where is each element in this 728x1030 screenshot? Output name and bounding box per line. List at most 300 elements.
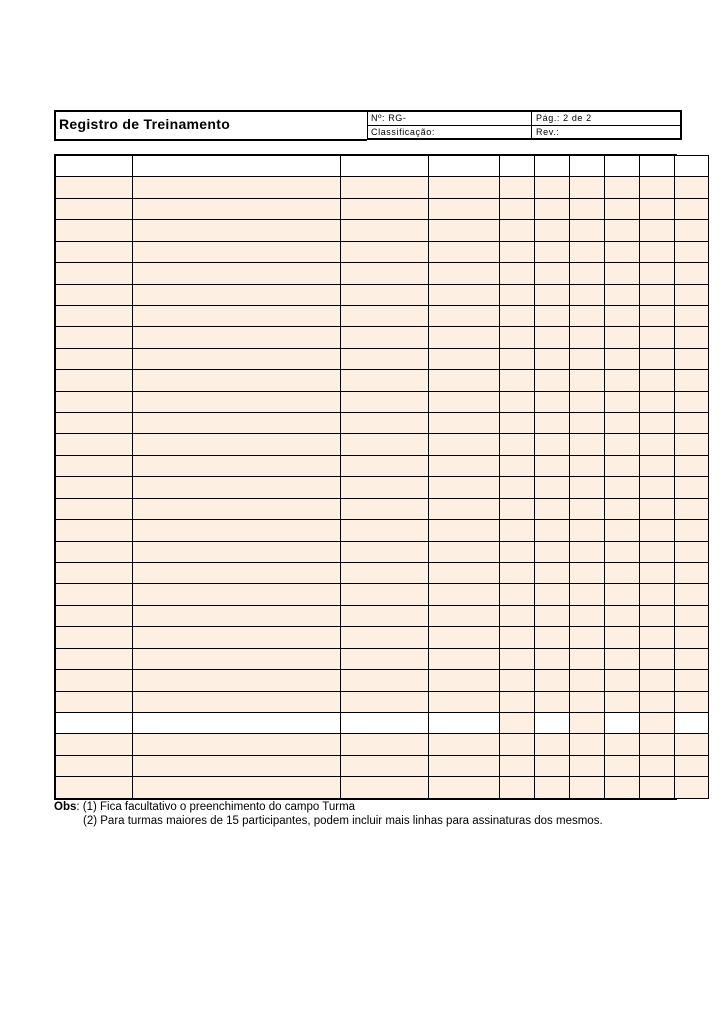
table-cell xyxy=(605,563,640,584)
table-row xyxy=(56,755,709,776)
table-cell xyxy=(133,755,341,776)
table-cell xyxy=(56,541,133,562)
table-cell xyxy=(56,691,133,712)
table-row xyxy=(56,284,709,305)
table-cell xyxy=(56,241,133,262)
table-cell xyxy=(535,263,570,284)
table-cell xyxy=(675,712,709,733)
table-cell xyxy=(56,498,133,519)
table-cell xyxy=(429,670,500,691)
table-cell xyxy=(133,327,341,348)
table-cell xyxy=(640,241,675,262)
table-row xyxy=(56,348,709,369)
table-row xyxy=(56,605,709,626)
table-cell xyxy=(341,241,429,262)
table-cell xyxy=(56,605,133,626)
table-cell xyxy=(500,391,535,412)
table-cell xyxy=(570,370,605,391)
table-cell xyxy=(429,520,500,541)
table-cell xyxy=(675,498,709,519)
table-cell xyxy=(675,434,709,455)
table-cell xyxy=(429,563,500,584)
table-cell xyxy=(500,777,535,799)
table-cell xyxy=(605,670,640,691)
document-number-label: Nº: RG- xyxy=(371,113,407,123)
table-cell xyxy=(500,348,535,369)
table-row xyxy=(56,777,709,799)
header-bottom-rule xyxy=(54,139,367,141)
table-cell xyxy=(535,327,570,348)
table-cell xyxy=(429,263,500,284)
table-cell xyxy=(341,413,429,434)
table-cell xyxy=(56,777,133,799)
table-cell xyxy=(500,691,535,712)
table-cell xyxy=(429,712,500,733)
table-cell xyxy=(429,648,500,669)
table-cell xyxy=(605,584,640,605)
table-cell xyxy=(570,755,605,776)
table-cell xyxy=(570,305,605,326)
table-cell xyxy=(133,156,341,177)
table-cell xyxy=(133,498,341,519)
header-info-divider-h xyxy=(367,125,682,126)
revision-label: Rev.: xyxy=(536,127,560,137)
table-cell xyxy=(570,156,605,177)
table-cell xyxy=(500,241,535,262)
table-cell xyxy=(56,563,133,584)
table-cell xyxy=(500,498,535,519)
table-cell xyxy=(535,627,570,648)
table-cell xyxy=(605,156,640,177)
table-cell xyxy=(341,477,429,498)
table-cell xyxy=(133,541,341,562)
table-cell xyxy=(605,434,640,455)
table-cell xyxy=(133,284,341,305)
table-cell xyxy=(605,305,640,326)
table-cell xyxy=(605,498,640,519)
table-cell xyxy=(341,712,429,733)
table-cell xyxy=(429,177,500,198)
table-cell xyxy=(500,220,535,241)
table-cell xyxy=(675,263,709,284)
table-cell xyxy=(56,413,133,434)
table-cell xyxy=(675,648,709,669)
table-cell xyxy=(640,305,675,326)
table-cell xyxy=(341,691,429,712)
table-cell xyxy=(535,391,570,412)
table-cell xyxy=(570,584,605,605)
table-cell xyxy=(535,434,570,455)
table-cell xyxy=(133,391,341,412)
table-cell xyxy=(570,177,605,198)
table-cell xyxy=(56,263,133,284)
table-cell xyxy=(605,241,640,262)
table-cell xyxy=(133,670,341,691)
table-cell xyxy=(133,605,341,626)
table-row xyxy=(56,691,709,712)
observations xyxy=(54,800,603,828)
table-cell xyxy=(133,777,341,799)
table-cell xyxy=(429,777,500,799)
table-cell xyxy=(500,520,535,541)
table-cell xyxy=(500,734,535,755)
table-cell xyxy=(605,263,640,284)
table-cell xyxy=(570,648,605,669)
table-row xyxy=(56,241,709,262)
table-cell xyxy=(570,220,605,241)
table-row xyxy=(56,455,709,476)
table-cell xyxy=(133,305,341,326)
table-cell xyxy=(500,305,535,326)
table-cell xyxy=(570,541,605,562)
table-cell xyxy=(640,391,675,412)
table-row xyxy=(56,370,709,391)
table-cell xyxy=(675,156,709,177)
table-cell xyxy=(341,327,429,348)
table-cell xyxy=(341,498,429,519)
table-row xyxy=(56,648,709,669)
table-cell xyxy=(570,198,605,219)
table-cell xyxy=(675,177,709,198)
table-row xyxy=(56,477,709,498)
table-cell xyxy=(133,263,341,284)
table-cell xyxy=(605,284,640,305)
table-cell xyxy=(133,691,341,712)
table-cell xyxy=(605,413,640,434)
table-cell xyxy=(605,455,640,476)
table-row xyxy=(56,305,709,326)
table-cell xyxy=(341,520,429,541)
table-cell xyxy=(133,177,341,198)
table-cell xyxy=(133,648,341,669)
table-cell xyxy=(133,220,341,241)
table-cell xyxy=(535,670,570,691)
table-cell xyxy=(56,477,133,498)
table-cell xyxy=(500,156,535,177)
table-cell xyxy=(675,305,709,326)
table-cell xyxy=(133,584,341,605)
table-cell xyxy=(500,670,535,691)
table-cell xyxy=(429,241,500,262)
table-cell xyxy=(341,305,429,326)
table-row xyxy=(56,734,709,755)
table-cell xyxy=(500,755,535,776)
table-cell xyxy=(56,284,133,305)
table-row xyxy=(56,263,709,284)
table-cell xyxy=(570,605,605,626)
table-cell xyxy=(535,455,570,476)
observation-line-1 xyxy=(54,800,603,814)
table-cell xyxy=(570,777,605,799)
table-cell xyxy=(675,241,709,262)
table-cell xyxy=(133,413,341,434)
table-cell xyxy=(341,198,429,219)
table-cell xyxy=(675,627,709,648)
table-cell xyxy=(341,605,429,626)
table-cell xyxy=(570,627,605,648)
table-cell xyxy=(605,327,640,348)
table-cell xyxy=(341,541,429,562)
table-cell xyxy=(640,648,675,669)
document-title: Registro de Treinamento xyxy=(59,116,231,132)
table-cell xyxy=(675,348,709,369)
table-cell xyxy=(535,584,570,605)
table-cell xyxy=(640,605,675,626)
table-cell xyxy=(570,348,605,369)
table-cell xyxy=(675,691,709,712)
table-cell xyxy=(500,712,535,733)
table-cell xyxy=(429,541,500,562)
table-cell xyxy=(429,584,500,605)
table-cell xyxy=(605,520,640,541)
table-cell xyxy=(429,413,500,434)
table-cell xyxy=(535,520,570,541)
table-cell xyxy=(640,177,675,198)
table-cell xyxy=(675,605,709,626)
table-cell xyxy=(605,348,640,369)
table-cell xyxy=(535,413,570,434)
table-row xyxy=(56,498,709,519)
table-cell xyxy=(341,434,429,455)
table-cell xyxy=(640,455,675,476)
table-cell xyxy=(605,370,640,391)
table-cell xyxy=(570,563,605,584)
table-cell xyxy=(429,627,500,648)
table-cell xyxy=(605,648,640,669)
table-cell xyxy=(605,627,640,648)
table-cell xyxy=(429,605,500,626)
table-cell xyxy=(341,263,429,284)
table-cell xyxy=(56,584,133,605)
table-cell xyxy=(675,584,709,605)
table-cell xyxy=(56,305,133,326)
table-cell xyxy=(133,477,341,498)
table-cell xyxy=(535,370,570,391)
header-left-edge xyxy=(54,110,56,140)
table-cell xyxy=(535,691,570,712)
table-cell xyxy=(675,520,709,541)
table-cell xyxy=(341,391,429,412)
table-cell xyxy=(341,455,429,476)
table-cell xyxy=(570,327,605,348)
table-cell xyxy=(640,263,675,284)
table-cell xyxy=(429,348,500,369)
table-cell xyxy=(500,563,535,584)
table-cell xyxy=(535,605,570,626)
table-cell xyxy=(133,520,341,541)
table-cell xyxy=(535,648,570,669)
table-cell xyxy=(535,241,570,262)
table-cell xyxy=(56,348,133,369)
classification-label: Classificação: xyxy=(371,127,435,137)
table-cell xyxy=(429,498,500,519)
table-cell xyxy=(570,241,605,262)
table-cell xyxy=(605,712,640,733)
table-cell xyxy=(341,734,429,755)
table-cell xyxy=(56,327,133,348)
table-cell xyxy=(675,541,709,562)
table-cell xyxy=(640,477,675,498)
table-cell xyxy=(133,434,341,455)
table-cell xyxy=(133,627,341,648)
table-cell xyxy=(605,198,640,219)
table-cell xyxy=(640,520,675,541)
table-cell xyxy=(429,734,500,755)
table-cell xyxy=(341,777,429,799)
table-cell xyxy=(500,541,535,562)
table-cell xyxy=(429,220,500,241)
table-cell xyxy=(535,777,570,799)
table-row xyxy=(56,327,709,348)
table-row xyxy=(56,670,709,691)
table-cell xyxy=(570,391,605,412)
table-row xyxy=(56,156,709,177)
table-cell xyxy=(429,391,500,412)
table-cell xyxy=(535,477,570,498)
table-cell xyxy=(133,198,341,219)
table-row xyxy=(56,198,709,219)
table-cell xyxy=(675,198,709,219)
table-cell xyxy=(500,455,535,476)
table-cell xyxy=(675,370,709,391)
table-cell xyxy=(500,477,535,498)
table-cell xyxy=(640,498,675,519)
table-row xyxy=(56,434,709,455)
table-row xyxy=(56,220,709,241)
table-cell xyxy=(535,541,570,562)
table-cell xyxy=(56,648,133,669)
table-cell xyxy=(535,198,570,219)
table-cell xyxy=(56,455,133,476)
table-cell xyxy=(341,584,429,605)
table-cell xyxy=(675,413,709,434)
table-cell xyxy=(675,777,709,799)
table-cell xyxy=(56,670,133,691)
table-cell xyxy=(570,520,605,541)
table-cell xyxy=(56,434,133,455)
table-cell xyxy=(500,584,535,605)
table-row xyxy=(56,563,709,584)
table-cell xyxy=(675,220,709,241)
table-cell xyxy=(535,156,570,177)
table-cell xyxy=(500,284,535,305)
table-cell xyxy=(570,498,605,519)
table-cell xyxy=(341,670,429,691)
table-cell xyxy=(535,563,570,584)
table-cell xyxy=(535,220,570,241)
table-cell xyxy=(133,712,341,733)
table-cell xyxy=(429,284,500,305)
table-cell xyxy=(640,348,675,369)
table-cell xyxy=(640,413,675,434)
table-cell xyxy=(640,584,675,605)
table-cell xyxy=(570,477,605,498)
table-cell xyxy=(605,691,640,712)
observation-text-1: : (1) Fica facultativo o preenchimento do campo Turma xyxy=(76,801,356,813)
table-cell xyxy=(429,755,500,776)
table-cell xyxy=(56,734,133,755)
table-cell xyxy=(429,305,500,326)
table-cell xyxy=(570,670,605,691)
table-row xyxy=(56,627,709,648)
table-cell xyxy=(640,563,675,584)
table-cell xyxy=(605,477,640,498)
table-cell xyxy=(605,777,640,799)
table-cell xyxy=(535,498,570,519)
table-cell xyxy=(640,755,675,776)
table-cell xyxy=(56,370,133,391)
table-cell xyxy=(56,177,133,198)
table-row xyxy=(56,391,709,412)
table-cell xyxy=(535,734,570,755)
header-info-divider-v xyxy=(531,112,532,140)
table-cell xyxy=(640,284,675,305)
table-cell xyxy=(56,712,133,733)
table-cell xyxy=(675,477,709,498)
page-number-label: Pág.: 2 de 2 xyxy=(536,113,592,123)
table-cell xyxy=(640,156,675,177)
table-cell xyxy=(500,627,535,648)
table-cell xyxy=(341,177,429,198)
table-cell xyxy=(675,670,709,691)
table-cell xyxy=(500,370,535,391)
table-cell xyxy=(640,541,675,562)
table-cell xyxy=(133,455,341,476)
table-cell xyxy=(341,755,429,776)
table-cell xyxy=(640,691,675,712)
table-cell xyxy=(56,520,133,541)
table-cell xyxy=(570,691,605,712)
table-cell xyxy=(56,627,133,648)
table-cell xyxy=(429,156,500,177)
table-cell xyxy=(535,712,570,733)
table-cell xyxy=(500,263,535,284)
table-cell xyxy=(341,370,429,391)
table-cell xyxy=(570,455,605,476)
table-cell xyxy=(675,391,709,412)
table-row xyxy=(56,177,709,198)
table-cell xyxy=(605,177,640,198)
table-cell xyxy=(640,712,675,733)
table-cell xyxy=(640,198,675,219)
table-cell xyxy=(56,755,133,776)
table-cell xyxy=(640,734,675,755)
table-cell xyxy=(570,413,605,434)
table-row xyxy=(56,520,709,541)
table-cell xyxy=(535,348,570,369)
table-cell xyxy=(500,648,535,669)
table-cell xyxy=(341,348,429,369)
table-cell xyxy=(605,755,640,776)
table-cell xyxy=(429,434,500,455)
table-cell xyxy=(605,605,640,626)
table-cell xyxy=(56,391,133,412)
table-cell xyxy=(500,605,535,626)
table-row xyxy=(56,413,709,434)
table-cell xyxy=(640,627,675,648)
table-cell xyxy=(500,413,535,434)
observation-label: Obs xyxy=(54,801,77,813)
table-cell xyxy=(133,734,341,755)
table-cell xyxy=(341,156,429,177)
table-cell xyxy=(500,177,535,198)
table-cell xyxy=(535,305,570,326)
table-cell xyxy=(675,284,709,305)
table-cell xyxy=(640,777,675,799)
table-cell xyxy=(535,177,570,198)
table-cell xyxy=(133,348,341,369)
table-cell xyxy=(429,198,500,219)
